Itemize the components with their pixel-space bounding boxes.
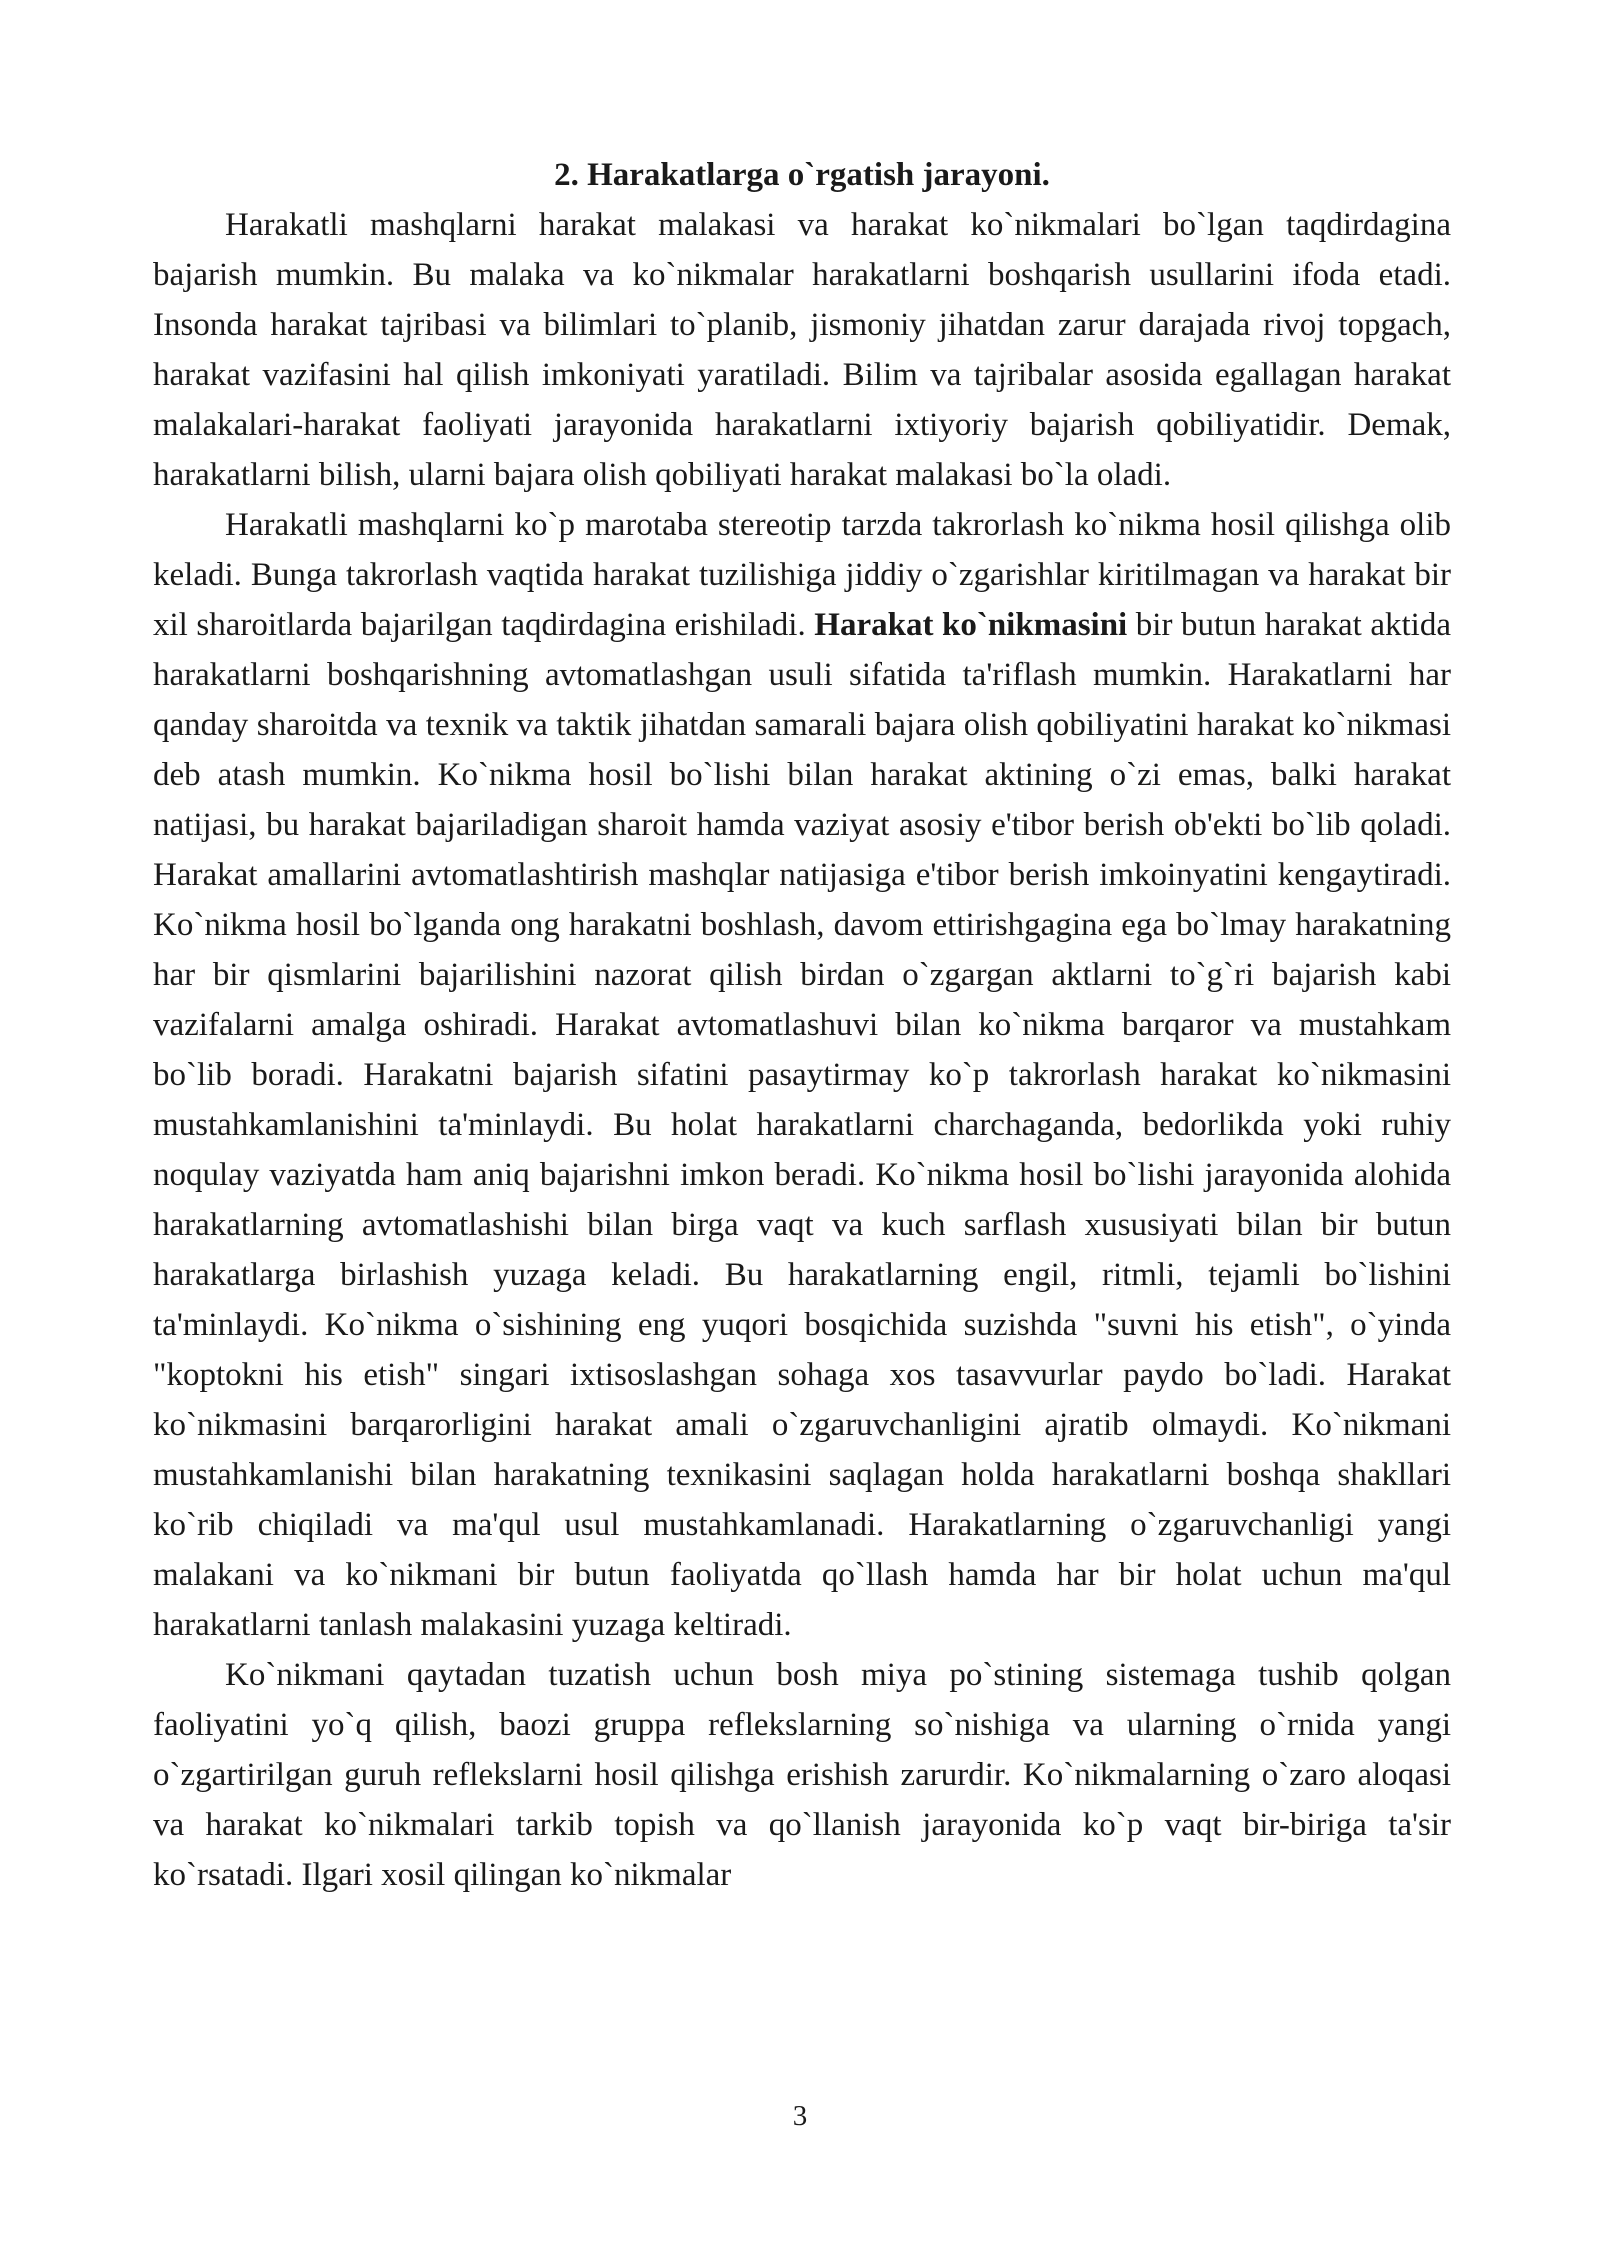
paragraph-2-intro: Harakatli mashqlarni ko`p marotaba stereotip tarzda takrorlash ko`nikma hosil qilishga olib keladi. Bunga takrorlash vaqtida harakat tuzilishiga jiddiy o`zgarishlar kiritilmagan va harakat bir xil sharoitlarda bajarilgan taqdirdagina erishiladi. [153, 507, 1451, 643]
section-title: 2. Harakatlarga o`rgatish jarayoni. [554, 157, 1050, 193]
paragraph-2-rest: bir butun harakat aktida harakatlarni boshqarishning avtomatlashgan usuli sifatida ta'riflash mumkin. Harakatlarni har qanday sharoitda va texnik va taktik jihatdan samarali bajara olish qobiliyatini harakat ko`nikmasi deb atash mumkin. Ko`nikma hosil bo`lishi bilan harakat aktining o`zi emas, balki harakat natijasi, bu harakat bajariladigan sharoit hamda vaziyat asosiy e'tibor berish ob'ekti bo`lib qoladi. Harakat amallarini avtomatlashtirish mashqlar natijasiga e'tibor berish imkoinyatini kengaytiradi. Ko`nikma hosil bo`lganda ong harakatni boshlash, davom ettirishgagina ega bo`lmay harakatning har bir qismlarini bajarilishini nazorat qilish birdan o`zgargan aktlarni to`g`ri bajarish kabi vazifalarni amalga oshiradi. Harakat avtomatlashuvi bilan ko`nikma barqaror va mustahkam bo`lib boradi. Harakatni bajarish sifatini pasaytirmay ko`p takrorlash harakat ko`nikmasini mustahkamlanishini ta'minlaydi. Bu holat harakatlarni charchaganda, bedorlikda yoki ruhiy noqulay vaziyatda ham aniq bajarishni imkon beradi. Ko`nikma hosil bo`lishi jarayonida alohida harakatlarning avtomatlashishi bilan birga vaqt va kuch sarflash xususiyati bilan bir butun harakatlarga birlashish yuzaga keladi. Bu harakatlarning engil, ritmli, tejamli bo`lishini ta'minlaydi. Ko`nikma o`sishining eng yuqori bosqichida suzishda "suvni his etish", o`yinda "koptokni his etish" singari ixtisoslashgan sohaga xos tasavvurlar paydo bo`ladi. Harakat ko`nikmasini barqarorligini harakat amali o`zgaruvchanligini ajratib olmaydi. Ko`nikmani mustahkamlanishi bilan harakatning texnikasini saqlagan holda harakatlarni boshqa shakllari ko`rib chiqiladi va ma'qul usul mustahkamlanadi. Harakatlarning o`zgaruvchanligi yangi malakani va ko`nikmani bir butun faoliyatda qo`llash hamda har bir holat uchun ma'qul harakatlarni tanlash malakasini yuzaga keltiradi. [153, 607, 1451, 1643]
document-page [153, 150, 1451, 1900]
paragraph-3: Ko`nikmani qaytadan tuzatish uchun bosh miya po`stining sistemaga tushib qolgan faoliyatini yo`q qilish, baozi gruppa reflekslarning so`nishiga va ularning o`rnida yangi o`zgartirilgan guruh reflekslarni hosil qilishga erishish zarurdir. Ko`nikmalarning o`zaro aloqasi va harakat ko`nikmalari tarkib topish va qo`llanish jarayonida ko`p vaqt bir-biriga ta'sir ko`rsatadi. Ilgari xosil qilingan ko`nikmalar [153, 1657, 1451, 1893]
paragraph-2 [153, 500, 1451, 1650]
paragraph-1: Harakatli mashqlarni harakat malakasi va harakat ko`nikmalari bo`lgan taqdirdagina bajarish mumkin. Bu malaka va ko`nikmalar harakatlarni boshqarish usullarini ifoda etadi. Insonda harakat tajribasi va bilimlari to`planib, jismoniy jihatdan zarur darajada rivoj topgach, harakat vazifasini hal qilish imkoniyati yaratiladi. Bilim va tajribalar asosida egallagan harakat malakalari-harakat faoliyati jarayonida harakatlarni ixtiyoriy bajarish qobiliyatidir. Demak, harakatlarni bilish, ularni bajara olish qobiliyati harakat malakasi bo`la oladi. [153, 207, 1451, 493]
paragraph-2-term: Harakat ko`nikmasini [814, 607, 1128, 643]
page-number: 3 [792, 2100, 808, 2132]
